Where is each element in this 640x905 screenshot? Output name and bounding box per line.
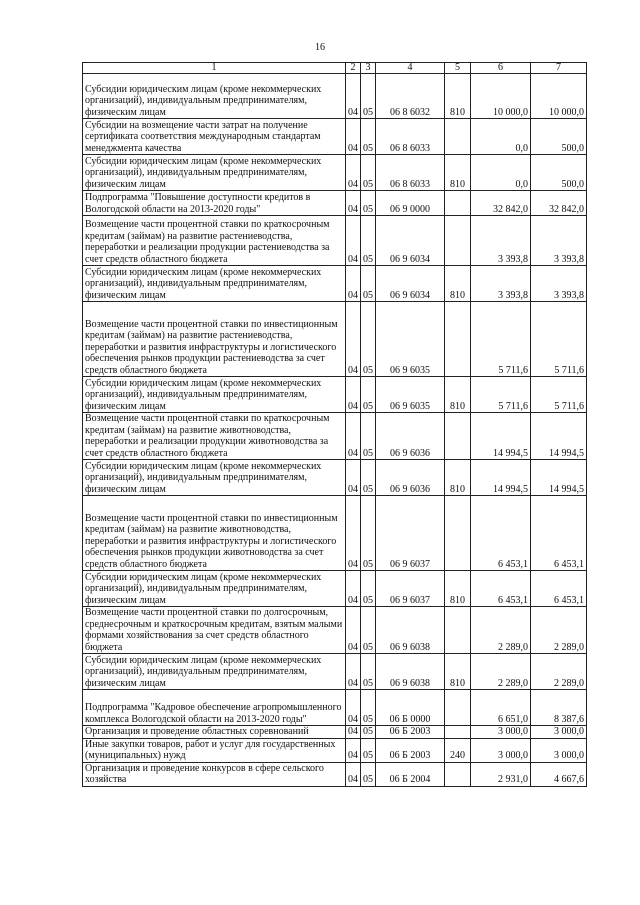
row-amount-1: 2 289,0: [471, 607, 531, 654]
row-expense-type: 810: [445, 377, 471, 413]
header-col-2: 2: [346, 63, 361, 74]
row-amount-2: 6 453,1: [531, 571, 587, 607]
row-name: Субсидии юридическим лицам (кроме некоммерческих организаций), индивидуальным предпринимателям, физическим лицам: [83, 377, 346, 413]
row-target-code: 06 9 6036: [376, 413, 445, 460]
row-name: Иные закупки товаров, работ и услуг для государственных (муниципальных) нужд: [83, 738, 346, 762]
row-amount-2: 3 000,0: [531, 726, 587, 739]
row-subsection: 05: [361, 191, 376, 216]
row-amount-2: 14 994,5: [531, 460, 587, 496]
row-expense-type: [445, 191, 471, 216]
row-name: Субсидии юридическим лицам (кроме некоммерческих организаций), индивидуальным предпринимателям, физическим лицам: [83, 571, 346, 607]
row-expense-type: 240: [445, 738, 471, 762]
row-amount-2: 3 000,0: [531, 738, 587, 762]
row-section: 04: [346, 738, 361, 762]
row-name: Субсидии на возмещение части затрат на получение сертификата соответствия международным стандартам менеджмента качества: [83, 119, 346, 155]
row-target-code: 06 8 6033: [376, 155, 445, 191]
row-expense-type: [445, 607, 471, 654]
row-name: Субсидии юридическим лицам (кроме некоммерческих организаций), индивидуальным предпринимателям, физическим лицам: [83, 654, 346, 690]
row-name: Субсидии юридическим лицам (кроме некоммерческих организаций), индивидуальным предпринимателям, физическим лицам: [83, 74, 346, 119]
row-subsection: 05: [361, 726, 376, 739]
row-amount-1: 0,0: [471, 119, 531, 155]
row-subsection: 05: [361, 496, 376, 571]
table-row: [83, 460, 587, 496]
row-amount-1: 3 000,0: [471, 726, 531, 739]
row-subsection: 05: [361, 571, 376, 607]
table-row: [83, 74, 587, 119]
row-amount-1: 32 842,0: [471, 191, 531, 216]
row-section: 04: [346, 496, 361, 571]
row-name: Возмещение части процентной ставки по инвестиционным кредитам (займам) на развитие растениеводства, переработки и развития инфраструктуры и логистического обеспечения рынков продукции растениеводства за счет средств областного бюджета: [83, 302, 346, 377]
row-amount-1: 5 711,6: [471, 302, 531, 377]
row-name: Возмещение части процентной ставки по краткосрочным кредитам (займам) на развитие растениеводства, переработки и реализации продукции растениеводства за счет средств областного бюджета: [83, 216, 346, 266]
row-section: 04: [346, 74, 361, 119]
header-col-1: 1: [83, 63, 346, 74]
row-section: 04: [346, 216, 361, 266]
row-amount-2: 5 711,6: [531, 377, 587, 413]
row-target-code: 06 8 6032: [376, 74, 445, 119]
row-expense-type: 810: [445, 460, 471, 496]
row-amount-1: 3 393,8: [471, 216, 531, 266]
row-section: 04: [346, 119, 361, 155]
row-section: 04: [346, 460, 361, 496]
row-amount-2: 32 842,0: [531, 191, 587, 216]
table-row: [83, 119, 587, 155]
row-target-code: 06 Б 2003: [376, 726, 445, 739]
row-subsection: 05: [361, 155, 376, 191]
table-row: [83, 377, 587, 413]
row-expense-type: [445, 690, 471, 726]
row-expense-type: [445, 413, 471, 460]
row-expense-type: 810: [445, 155, 471, 191]
row-amount-2: 500,0: [531, 119, 587, 155]
row-name: Организация и проведение конкурсов в сфере сельского хозяйства: [83, 762, 346, 786]
table-row: [83, 191, 587, 216]
header-col-6: 6: [471, 63, 531, 74]
row-amount-1: 3 000,0: [471, 738, 531, 762]
row-section: 04: [346, 266, 361, 302]
row-subsection: 05: [361, 690, 376, 726]
row-section: 04: [346, 690, 361, 726]
row-amount-2: 3 393,8: [531, 266, 587, 302]
header-col-4: 4: [376, 63, 445, 74]
row-target-code: 06 9 6037: [376, 571, 445, 607]
row-subsection: 05: [361, 738, 376, 762]
row-subsection: 05: [361, 377, 376, 413]
row-section: 04: [346, 413, 361, 460]
row-name: Возмещение части процентной ставки по краткосрочным кредитам (займам) на развитие животноводства, переработки и реализации продукции животноводства за счет средств областного бюджета: [83, 413, 346, 460]
row-section: 04: [346, 302, 361, 377]
row-name: Возмещение части процентной ставки по долгосрочным, среднесрочным и краткосрочным кредитам, взятым малыми формами хозяйствования за счет средств областного бюджета: [83, 607, 346, 654]
row-subsection: 05: [361, 216, 376, 266]
header-col-5: 5: [445, 63, 471, 74]
table-row: [83, 302, 587, 377]
row-section: 04: [346, 607, 361, 654]
header-col-3: 3: [361, 63, 376, 74]
row-section: 04: [346, 377, 361, 413]
table-row: [83, 155, 587, 191]
table-row: [83, 607, 587, 654]
row-target-code: 06 8 6033: [376, 119, 445, 155]
row-amount-1: 5 711,6: [471, 377, 531, 413]
table-row: [83, 690, 587, 726]
table-row: [83, 738, 587, 762]
row-name: Субсидии юридическим лицам (кроме некоммерческих организаций), индивидуальным предпринимателям, физическим лицам: [83, 155, 346, 191]
row-target-code: 06 9 6038: [376, 607, 445, 654]
row-subsection: 05: [361, 266, 376, 302]
row-expense-type: [445, 496, 471, 571]
row-target-code: 06 9 6038: [376, 654, 445, 690]
table-row: [83, 726, 587, 739]
row-section: 04: [346, 571, 361, 607]
row-amount-2: 2 289,0: [531, 607, 587, 654]
row-subsection: 05: [361, 413, 376, 460]
row-amount-1: 2 289,0: [471, 654, 531, 690]
row-name: Организация и проведение областных соревнований: [83, 726, 346, 739]
row-section: 04: [346, 726, 361, 739]
row-section: 04: [346, 762, 361, 786]
table-row: [83, 496, 587, 571]
row-target-code: 06 9 6035: [376, 377, 445, 413]
row-expense-type: [445, 762, 471, 786]
row-name: Подпрограмма "Кадровое обеспечение агропромышленного комплекса Вологодской области на 2013-2020 годы": [83, 690, 346, 726]
header-col-7: 7: [531, 63, 587, 74]
row-amount-1: 2 931,0: [471, 762, 531, 786]
row-amount-2: 3 393,8: [531, 216, 587, 266]
row-amount-2: 8 387,6: [531, 690, 587, 726]
row-subsection: 05: [361, 460, 376, 496]
table-row: [83, 571, 587, 607]
budget-table: [82, 62, 587, 787]
row-name: Возмещение части процентной ставки по инвестиционным кредитам (займам) на развитие животноводства, переработки и развития инфраструктуры и логистического обеспечения рынков продукции животноводства за счет средств областного бюджета: [83, 496, 346, 571]
row-amount-2: 500,0: [531, 155, 587, 191]
table-row: [83, 413, 587, 460]
row-target-code: 06 9 0000: [376, 191, 445, 216]
row-subsection: 05: [361, 762, 376, 786]
row-name: Подпрограмма "Повышение доступности кредитов в Вологодской области на 2013-2020 годы": [83, 191, 346, 216]
row-subsection: 05: [361, 654, 376, 690]
row-name: Субсидии юридическим лицам (кроме некоммерческих организаций), индивидуальным предпринимателям, физическим лицам: [83, 266, 346, 302]
row-amount-1: 6 453,1: [471, 496, 531, 571]
row-amount-2: 6 453,1: [531, 496, 587, 571]
page-number: 16: [315, 42, 325, 53]
row-expense-type: 810: [445, 571, 471, 607]
row-expense-type: 810: [445, 74, 471, 119]
row-target-code: 06 9 6037: [376, 496, 445, 571]
row-amount-1: 14 994,5: [471, 413, 531, 460]
row-target-code: 06 9 6035: [376, 302, 445, 377]
row-amount-1: 6 651,0: [471, 690, 531, 726]
row-expense-type: 810: [445, 266, 471, 302]
row-amount-2: 10 000,0: [531, 74, 587, 119]
row-amount-2: 2 289,0: [531, 654, 587, 690]
row-target-code: 06 Б 2004: [376, 762, 445, 786]
row-expense-type: 810: [445, 654, 471, 690]
row-amount-2: 5 711,6: [531, 302, 587, 377]
row-section: 04: [346, 155, 361, 191]
row-section: 04: [346, 191, 361, 216]
row-expense-type: [445, 726, 471, 739]
row-amount-1: 6 453,1: [471, 571, 531, 607]
row-target-code: 06 9 6036: [376, 460, 445, 496]
table-row: [83, 654, 587, 690]
row-amount-1: 0,0: [471, 155, 531, 191]
row-amount-2: 14 994,5: [531, 413, 587, 460]
row-target-code: 06 9 6034: [376, 216, 445, 266]
row-amount-1: 14 994,5: [471, 460, 531, 496]
row-section: 04: [346, 654, 361, 690]
row-expense-type: [445, 216, 471, 266]
row-name: Субсидии юридическим лицам (кроме некоммерческих организаций), индивидуальным предпринимателям, физическим лицам: [83, 460, 346, 496]
table-row: [83, 762, 587, 786]
row-target-code: 06 Б 2003: [376, 738, 445, 762]
row-amount-2: 4 667,6: [531, 762, 587, 786]
table-row: [83, 216, 587, 266]
table-row: [83, 266, 587, 302]
row-subsection: 05: [361, 302, 376, 377]
row-target-code: 06 9 6034: [376, 266, 445, 302]
row-expense-type: [445, 302, 471, 377]
row-amount-1: 3 393,8: [471, 266, 531, 302]
row-subsection: 05: [361, 119, 376, 155]
header-row: [83, 63, 587, 74]
row-amount-1: 10 000,0: [471, 74, 531, 119]
row-subsection: 05: [361, 607, 376, 654]
row-expense-type: [445, 119, 471, 155]
row-subsection: 05: [361, 74, 376, 119]
row-target-code: 06 Б 0000: [376, 690, 445, 726]
